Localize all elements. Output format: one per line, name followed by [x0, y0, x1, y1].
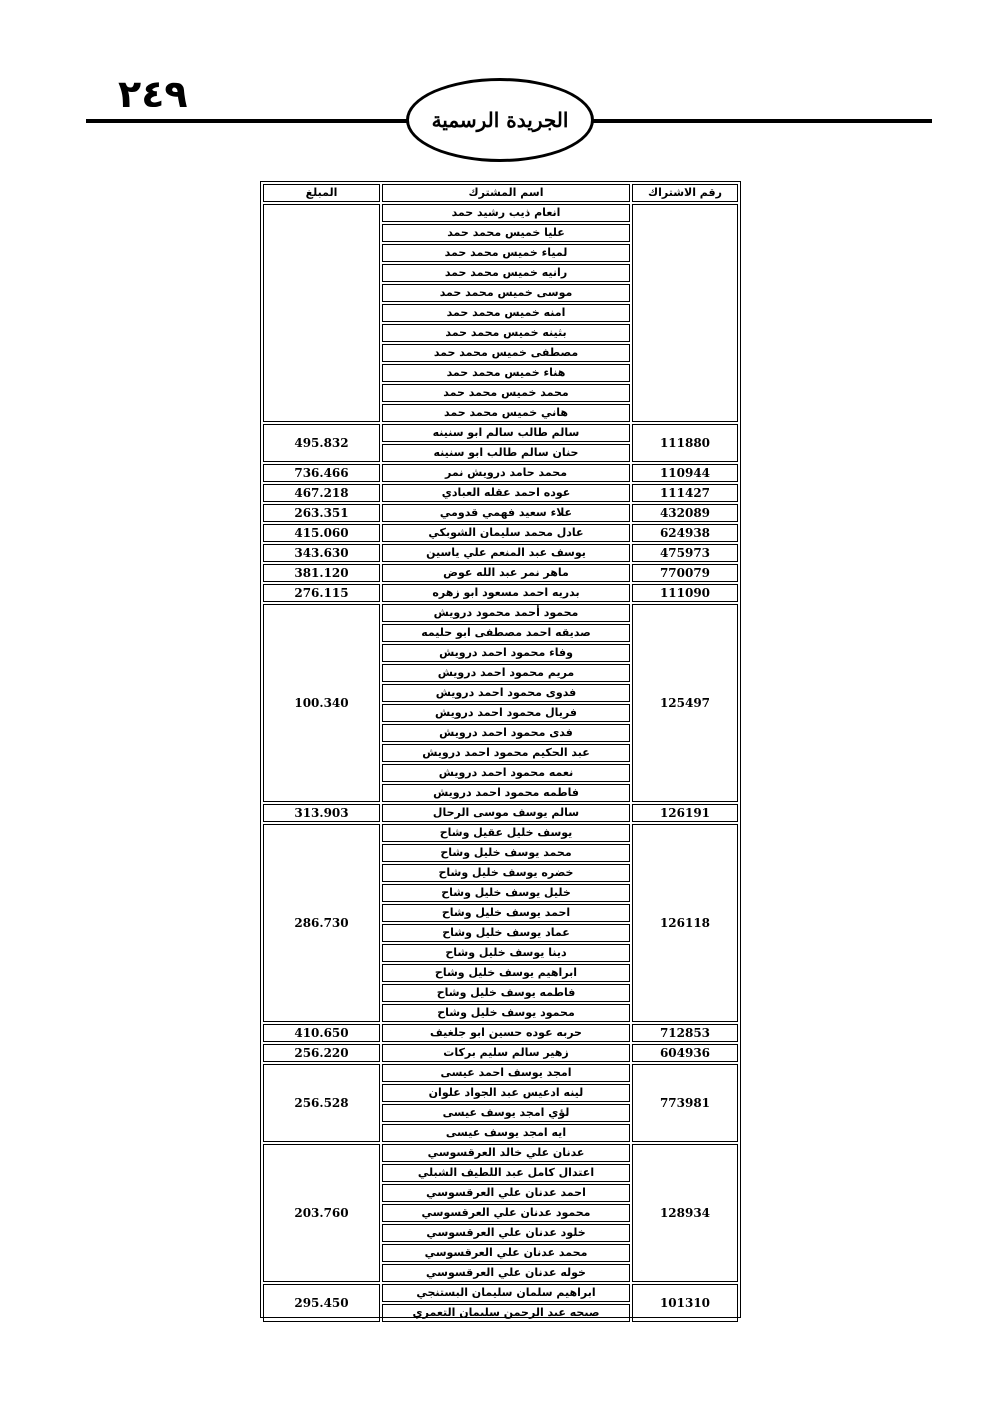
subscriber-name-cell: رانيه خميس محمد حمد	[382, 264, 630, 282]
subscriber-name-cell: هناء خميس محمد حمد	[382, 364, 630, 382]
table-row	[263, 464, 738, 482]
subscription-number-cell: 101310	[632, 1284, 738, 1322]
subscription-number-cell: 111880	[632, 424, 738, 462]
subscriber-name-cell: امنه خميس محمد حمد	[382, 304, 630, 322]
subscription-number-cell: 604936	[632, 1044, 738, 1062]
table-row	[263, 544, 738, 562]
subscription-number-cell: 128934	[632, 1144, 738, 1282]
table-row	[263, 1064, 738, 1082]
amount-cell: 343.630	[263, 544, 380, 562]
table-row	[263, 564, 738, 582]
amount-cell: 286.730	[263, 824, 380, 1022]
subscriber-name-cell: يوسف عبد المنعم علي ياسين	[382, 544, 630, 562]
subscriber-name-cell: حربه عوده حسين ابو جلغيف	[382, 1024, 630, 1042]
subscriber-name-cell: بثينه خميس محمد حمد	[382, 324, 630, 342]
subscriber-name-cell: عوده احمد عقله العبادي	[382, 484, 630, 502]
table-row	[263, 524, 738, 542]
subscriber-name-cell: محمد يوسف خليل وشاح	[382, 844, 630, 862]
amount-cell: 381.120	[263, 564, 380, 582]
subscriber-name-cell: فريال محمود احمد درويش	[382, 704, 630, 722]
subscription-number-cell: 125497	[632, 604, 738, 802]
subscription-number-cell: 110944	[632, 464, 738, 482]
subscribers-table-frame	[260, 181, 741, 1318]
table-row	[263, 504, 738, 522]
amount-cell	[263, 204, 380, 422]
subscriber-name-cell: صديقه احمد مصطفى ابو حليمه	[382, 624, 630, 642]
subscriber-name-cell: محمود عدنان علي العرقسوسي	[382, 1204, 630, 1222]
header-rule-right	[590, 119, 932, 123]
amount-cell: 410.650	[263, 1024, 380, 1042]
column-header-amount: المبلغ	[263, 184, 380, 202]
amount-cell: 100.340	[263, 604, 380, 802]
subscriber-name-cell: محمود يوسف خليل وشاح	[382, 1004, 630, 1022]
subscription-number-cell: 126118	[632, 824, 738, 1022]
amount-cell: 467.218	[263, 484, 380, 502]
subscriber-name-cell: ماهر نمر عبد الله عوض	[382, 564, 630, 582]
table-row	[263, 584, 738, 602]
amount-cell: 276.115	[263, 584, 380, 602]
subscriber-name-cell: خضره يوسف خليل وشاح	[382, 864, 630, 882]
table-body	[263, 204, 738, 1322]
subscriber-name-cell: محمد عدنان علي العرقسوسي	[382, 1244, 630, 1262]
gazette-title-frame	[406, 78, 594, 162]
subscription-number-cell: 111090	[632, 584, 738, 602]
table-row	[263, 484, 738, 502]
amount-cell: 313.903	[263, 804, 380, 822]
subscriber-name-cell: فدى محمود احمد درويش	[382, 724, 630, 742]
subscriber-name-cell: يوسف خليل عقيل وشاح	[382, 824, 630, 842]
subscriber-name-cell: احمد عدنان علي العرقسوسي	[382, 1184, 630, 1202]
amount-cell: 295.450	[263, 1284, 380, 1322]
table-row	[263, 424, 738, 442]
subscriber-name-cell: سالم يوسف موسى الرحال	[382, 804, 630, 822]
subscriber-name-cell: فدوى محمود احمد درويش	[382, 684, 630, 702]
subscriber-name-cell: عدنان علي خالد العرقسوسي	[382, 1144, 630, 1162]
subscriber-name-cell: لينه ادعيس عبد الجواد علوان	[382, 1084, 630, 1102]
subscription-number-cell: 773981	[632, 1064, 738, 1142]
subscriber-name-cell: ابراهيم سلمان سليمان البستنجي	[382, 1284, 630, 1302]
table-row	[263, 204, 738, 222]
subscriber-name-cell: محمد خميس محمد حمد	[382, 384, 630, 402]
subscriber-name-cell: علاء سعيد فهمي قدومي	[382, 504, 630, 522]
amount-cell: 495.832	[263, 424, 380, 462]
subscription-number-cell: 475973	[632, 544, 738, 562]
page-number: ٢٤٩	[118, 72, 188, 116]
subscriber-name-cell: اعتدال كامل عبد اللطيف الشبلي	[382, 1164, 630, 1182]
amount-cell: 415.060	[263, 524, 380, 542]
subscriber-name-cell: فاطمه يوسف خليل وشاح	[382, 984, 630, 1002]
subscription-number-cell: 770079	[632, 564, 738, 582]
subscriber-name-cell: ابراهيم يوسف خليل وشاح	[382, 964, 630, 982]
subscriber-name-cell: صبحه عبد الرحمن سليمان التعمري	[382, 1304, 630, 1322]
subscriber-name-cell: لؤي امجد يوسف عيسى	[382, 1104, 630, 1122]
table-header-row	[263, 184, 738, 202]
table-row	[263, 824, 738, 842]
subscriber-name-cell: وفاء محمود احمد درويش	[382, 644, 630, 662]
subscriber-name-cell: لمياء خميس محمد حمد	[382, 244, 630, 262]
table-row	[263, 604, 738, 622]
subscriber-name-cell: انعام ذيب رشيد حمد	[382, 204, 630, 222]
subscriber-name-cell: عبد الحكيم محمود احمد درويش	[382, 744, 630, 762]
subscriber-name-cell: احمد يوسف خليل وشاح	[382, 904, 630, 922]
subscriber-name-cell: عليا خميس محمد حمد	[382, 224, 630, 242]
subscriber-name-cell: خوله عدنان علي العرقسوسي	[382, 1264, 630, 1282]
subscriber-name-cell: نعمه محمود احمد درويش	[382, 764, 630, 782]
subscriber-name-cell: امجد يوسف احمد عيسى	[382, 1064, 630, 1082]
table-row	[263, 1024, 738, 1042]
gazette-title: الجريدة الرسمية	[431, 108, 569, 132]
header-rule-left	[86, 119, 408, 123]
amount-cell: 256.528	[263, 1064, 380, 1142]
table-row	[263, 1284, 738, 1302]
subscriber-name-cell: خليل يوسف خليل وشاح	[382, 884, 630, 902]
subscription-number-cell	[632, 204, 738, 422]
subscription-number-cell: 712853	[632, 1024, 738, 1042]
table-row	[263, 1044, 738, 1062]
subscription-number-cell: 624938	[632, 524, 738, 542]
table-row	[263, 1144, 738, 1162]
subscriber-name-cell: ايه امجد يوسف عيسى	[382, 1124, 630, 1142]
column-header-subscription: رقم الاشتراك	[632, 184, 738, 202]
subscriber-name-cell: دينا يوسف خليل وشاح	[382, 944, 630, 962]
subscriber-name-cell: بدريه احمد مسعود ابو زهره	[382, 584, 630, 602]
amount-cell: 736.466	[263, 464, 380, 482]
subscriber-name-cell: مريم محمود احمد درويش	[382, 664, 630, 682]
subscriber-name-cell: هاني خميس محمد حمد	[382, 404, 630, 422]
subscriber-name-cell: عماد يوسف خليل وشاح	[382, 924, 630, 942]
subscriber-name-cell: حنان سالم طالب ابو سنينه	[382, 444, 630, 462]
subscriber-name-cell: عادل محمد سليمان الشوبكي	[382, 524, 630, 542]
subscriber-name-cell: محمد حامد درويش نمر	[382, 464, 630, 482]
subscription-number-cell: 432089	[632, 504, 738, 522]
subscriber-name-cell: موسى خميس محمد حمد	[382, 284, 630, 302]
amount-cell: 256.220	[263, 1044, 380, 1062]
column-header-name: اسم المشترك	[382, 184, 630, 202]
subscriber-name-cell: زهير سالم سليم بركات	[382, 1044, 630, 1062]
subscriber-name-cell: مصطفى خميس محمد حمد	[382, 344, 630, 362]
subscriber-name-cell: خلود عدنان علي العرقسوسي	[382, 1224, 630, 1242]
subscriber-name-cell: فاطمه محمود احمد درويش	[382, 784, 630, 802]
subscription-number-cell: 126191	[632, 804, 738, 822]
subscriber-name-cell: سالم طالب سالم ابو سنينه	[382, 424, 630, 442]
table-row	[263, 804, 738, 822]
subscription-number-cell: 111427	[632, 484, 738, 502]
amount-cell: 263.351	[263, 504, 380, 522]
amount-cell: 203.760	[263, 1144, 380, 1282]
subscriber-name-cell: محمود أحمد محمود درويش	[382, 604, 630, 622]
subscribers-table	[261, 182, 740, 1324]
